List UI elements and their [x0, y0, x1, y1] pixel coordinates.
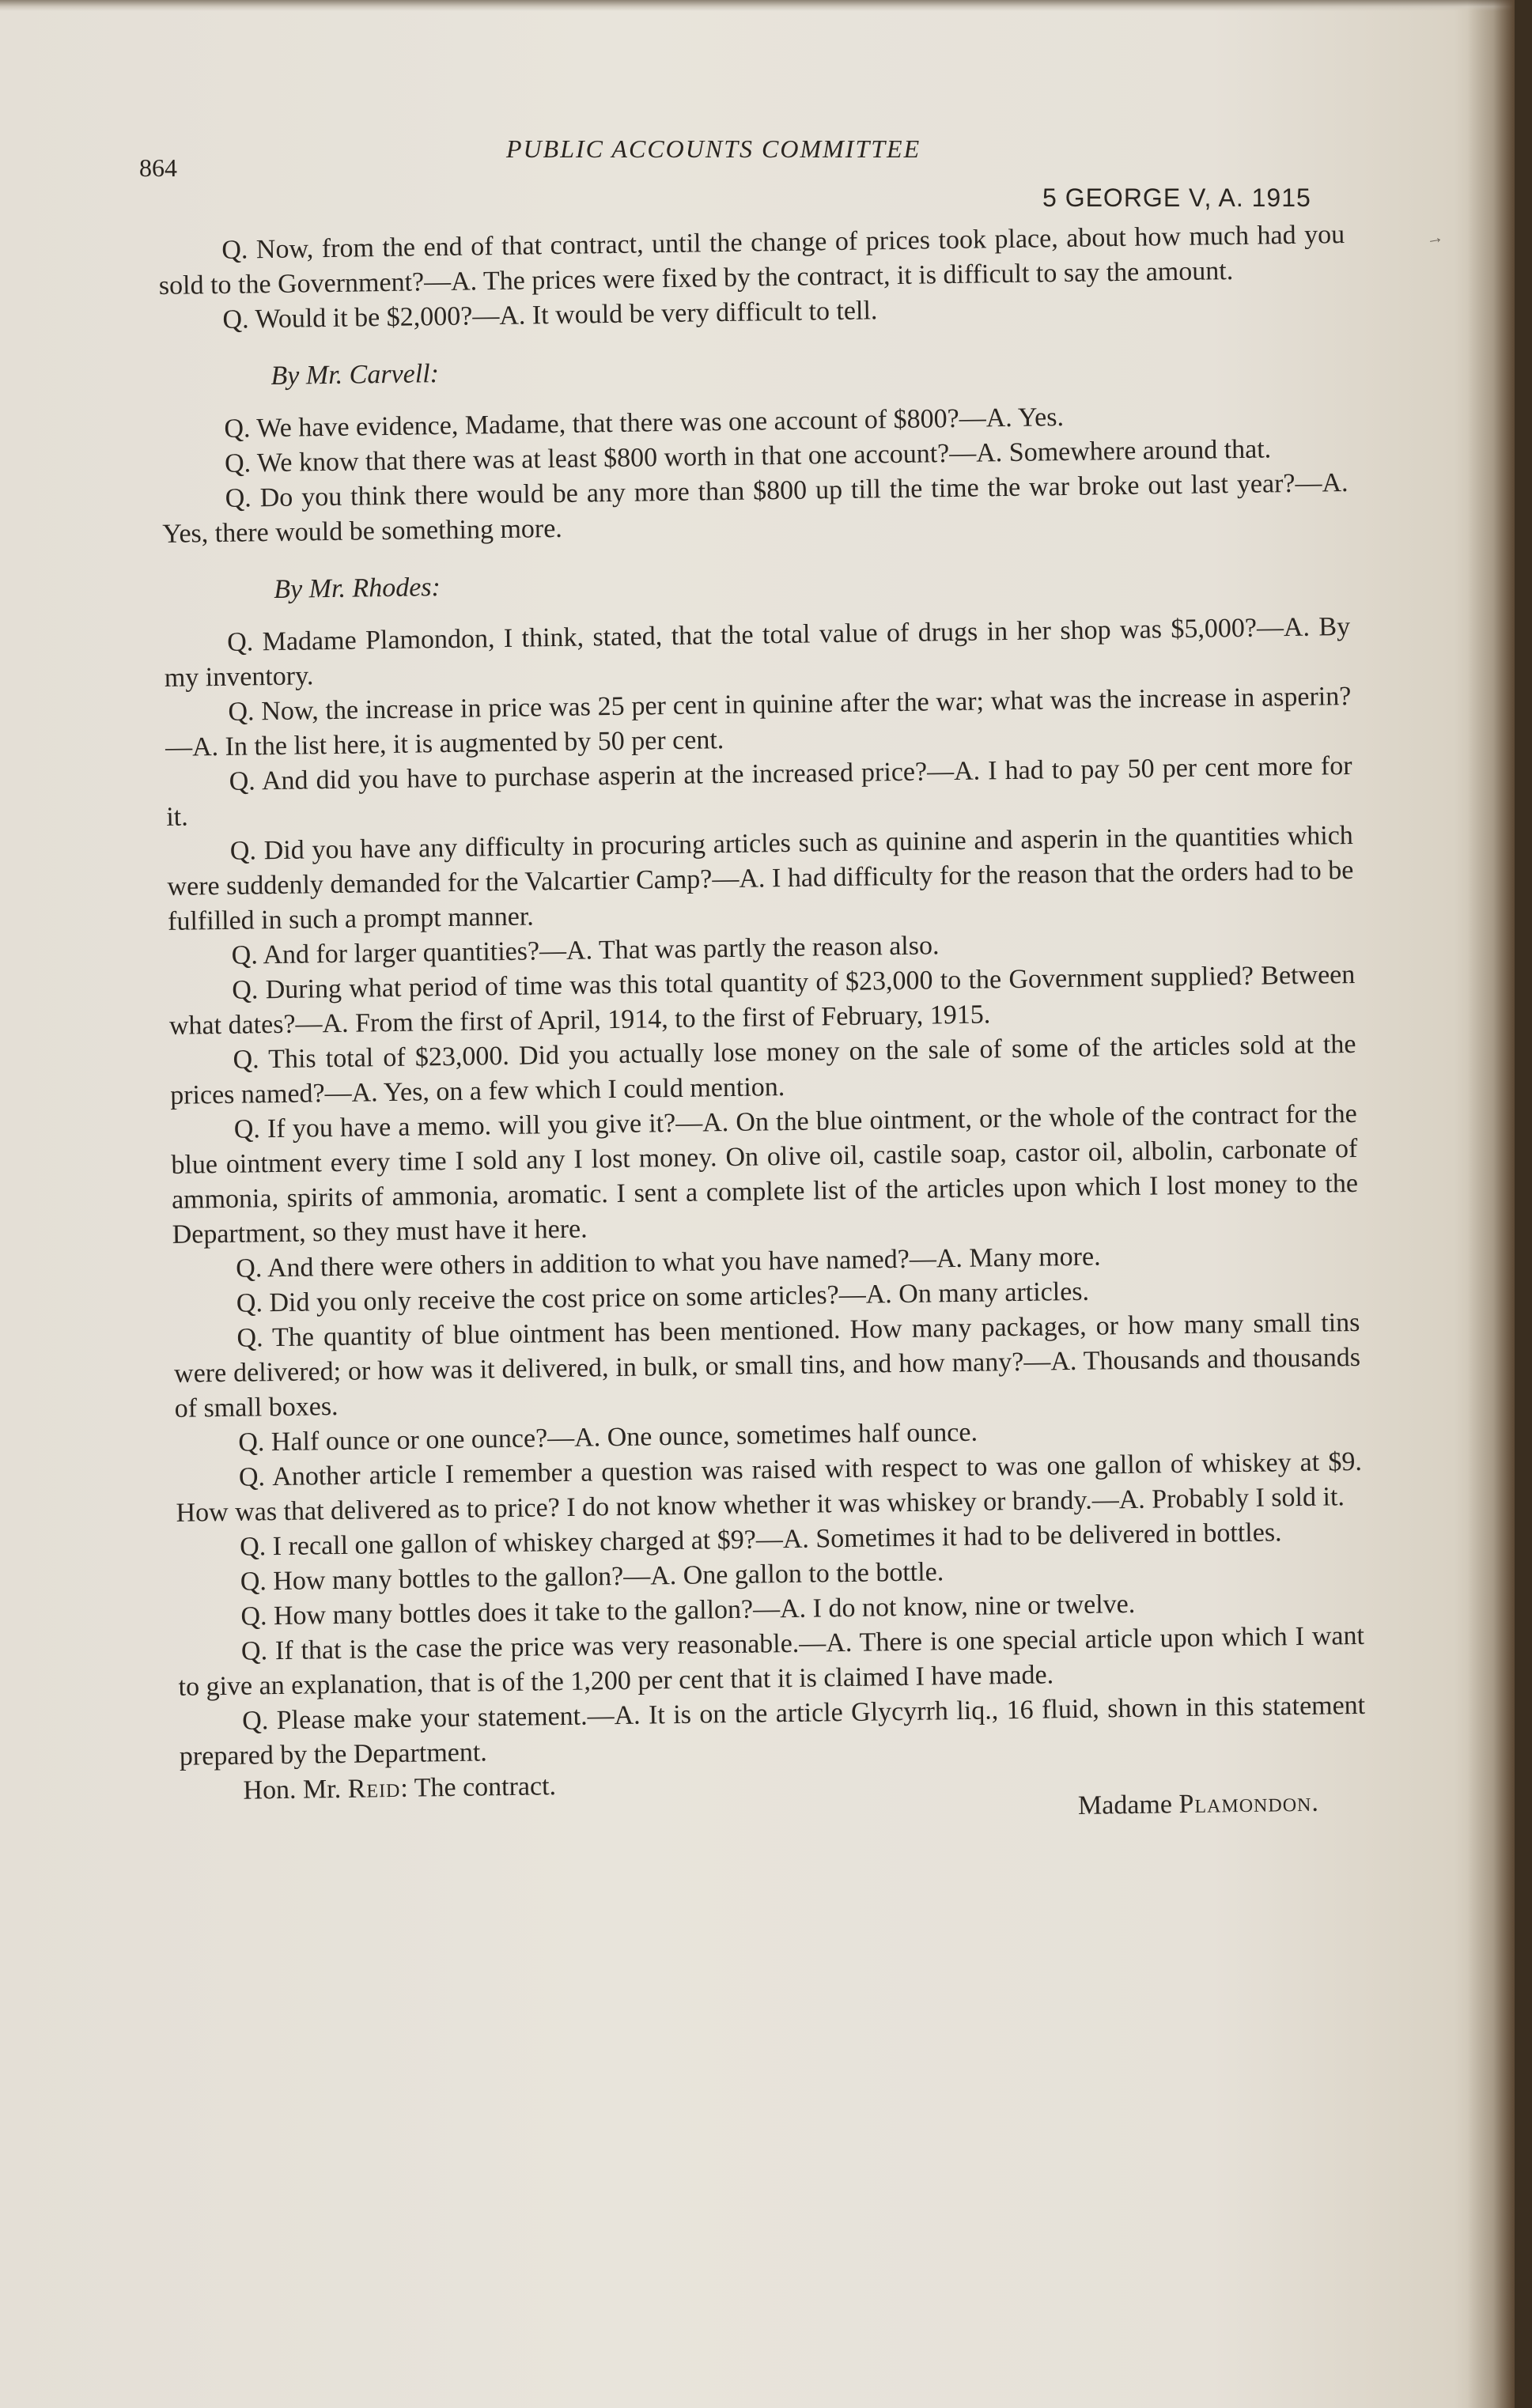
page-number: 864 [139, 153, 177, 182]
paragraph: Q. How many bottles to the gallon?—A. One gallon to the bottle. [240, 1557, 944, 1597]
paragraph: Q. The quantity of blue ointment has been mentioned. How many packages, or how many small tins were delivered; or how was it delivered, in bulk, or small tins, and how many?—A. Thousands and thousands of small boxes. [173, 1307, 1361, 1423]
paragraph: Q. Do you think there would be any more than $800 up till the time the war broke out last year?—A. Yes, there would be something more. [162, 468, 1349, 549]
paragraph: Q. How many bottles does it take to the gallon?—A. I do not know, nine or twelve. [240, 1589, 1136, 1631]
paragraph: Q. Another article I remember a question was raised with respect to was one gallon of whiskey at $9. How was that delivered as to price? I do not know whether it was whiskey or brandy.—A. Probably I sold it. [176, 1446, 1363, 1528]
paragraph: Q. If that is the case the price was very reasonable.—A. There is one special article upon which I want to give an explanation, that is of the 1,200 per cent that it is claimed I have made. [178, 1620, 1365, 1702]
paragraph: Q. We know that there was at least $800 worth in that one account?—A. Somewhere around that. [224, 434, 1272, 478]
paragraph: Q. We have evidence, Madame, that there was one account of $800?—A. Yes. [224, 403, 1065, 444]
paragraph: Q. Now, from the end of that contract, until the change of prices took place, about how much had you sold to the Government?—A. The prices were fixed by the contract, it is difficult to say the amount. [158, 220, 1345, 301]
paragraph: Q. Did you only receive the cost price on some articles?—A. On many articles. [236, 1276, 1090, 1318]
speaker-heading: By Mr. Carvell: [270, 359, 440, 391]
paragraph: Q. Madame Plamondon, I think, stated, that the total value of drugs in her shop was $5,000?—A. By my inventory. [164, 612, 1351, 693]
page-top-edge [0, 0, 1515, 11]
session-note: 5 GEORGE V, A. 1915 [1042, 183, 1311, 212]
paragraph: Q. And did you have to purchase asperin at the increased price?—A. I had to pay 50 per cent more for it. [166, 750, 1352, 832]
speaker-heading: By Mr. Rhodes: [274, 573, 441, 604]
paragraph: Q. Did you have any difficulty in procuring articles such as quinine and asperin in the quantities which were suddenly demanded for the Valcartier Camp?—A. I had difficulty for the reason that the orders had to be fulfilled in such a prompt manner. [167, 820, 1354, 936]
binding-shadow [1467, 0, 1515, 2408]
running-title: PUBLIC ACCOUNTS COMMITTEE [506, 134, 921, 163]
paragraph: Q. This total of $23,000. Did you actually lose money on the sale of some of the articles sold at the prices named?—A. Yes, on a few which I could mention. [169, 1029, 1356, 1110]
page-header [0, 127, 1515, 182]
paragraph: Q. If you have a memo. will you give it?—A. On the blue ointment, or the whole of the contract for the blue ointment every time I sold any I lost money. On olive oil, castile soap, castor oil, albolin, carbonate of ammonia, spirits of ammonia, aromatic. I sent a complete list of the articles upon which I lost money to the Department, so they must have it here. [171, 1098, 1359, 1249]
paragraph: Q. I recall one gallon of whiskey charged at $9?—A. Sometimes it had to be delivered in bottles. [239, 1518, 1282, 1562]
paragraph: Q. Now, the increase in price was 25 per cent in quinine after the war; what was the increase in asperin?—A. In the list here, it is augmented by 50 per cent. [165, 681, 1352, 762]
testimony-body [158, 217, 1367, 1863]
paragraph: Q. During what period of time was this total quantity of $23,000 to the Government supplied? Between what dates?—A. From the first of April, 1914, to the first of February, 1915. [168, 959, 1356, 1041]
signature-name: Plamondon. [1178, 1787, 1320, 1820]
reid-remark: : The contract. [400, 1771, 557, 1803]
margin-mark: → [1424, 226, 1445, 249]
paragraph: Q. Would it be $2,000?—A. It would be very difficult to tell. [222, 296, 878, 335]
signature-prefix: Madame [1077, 1790, 1179, 1820]
paragraph: Q. And there were others in addition to what you have named?—A. Many more. [236, 1242, 1101, 1283]
paragraph: Q. And for larger quantities?—A. That was partly the reason also. [231, 931, 940, 970]
paragraph: Q. Half ounce or one ounce?—A. One ounce, sometimes half ounce. [238, 1417, 978, 1457]
reid-name: Reid [347, 1773, 401, 1804]
reid-prefix: Hon. Mr. [243, 1774, 348, 1805]
paragraph: Q. Please make your statement.—A. It is on the article Glycyrrh liq., 16 fluid, shown in this statement prepared by the Department. [179, 1690, 1366, 1771]
